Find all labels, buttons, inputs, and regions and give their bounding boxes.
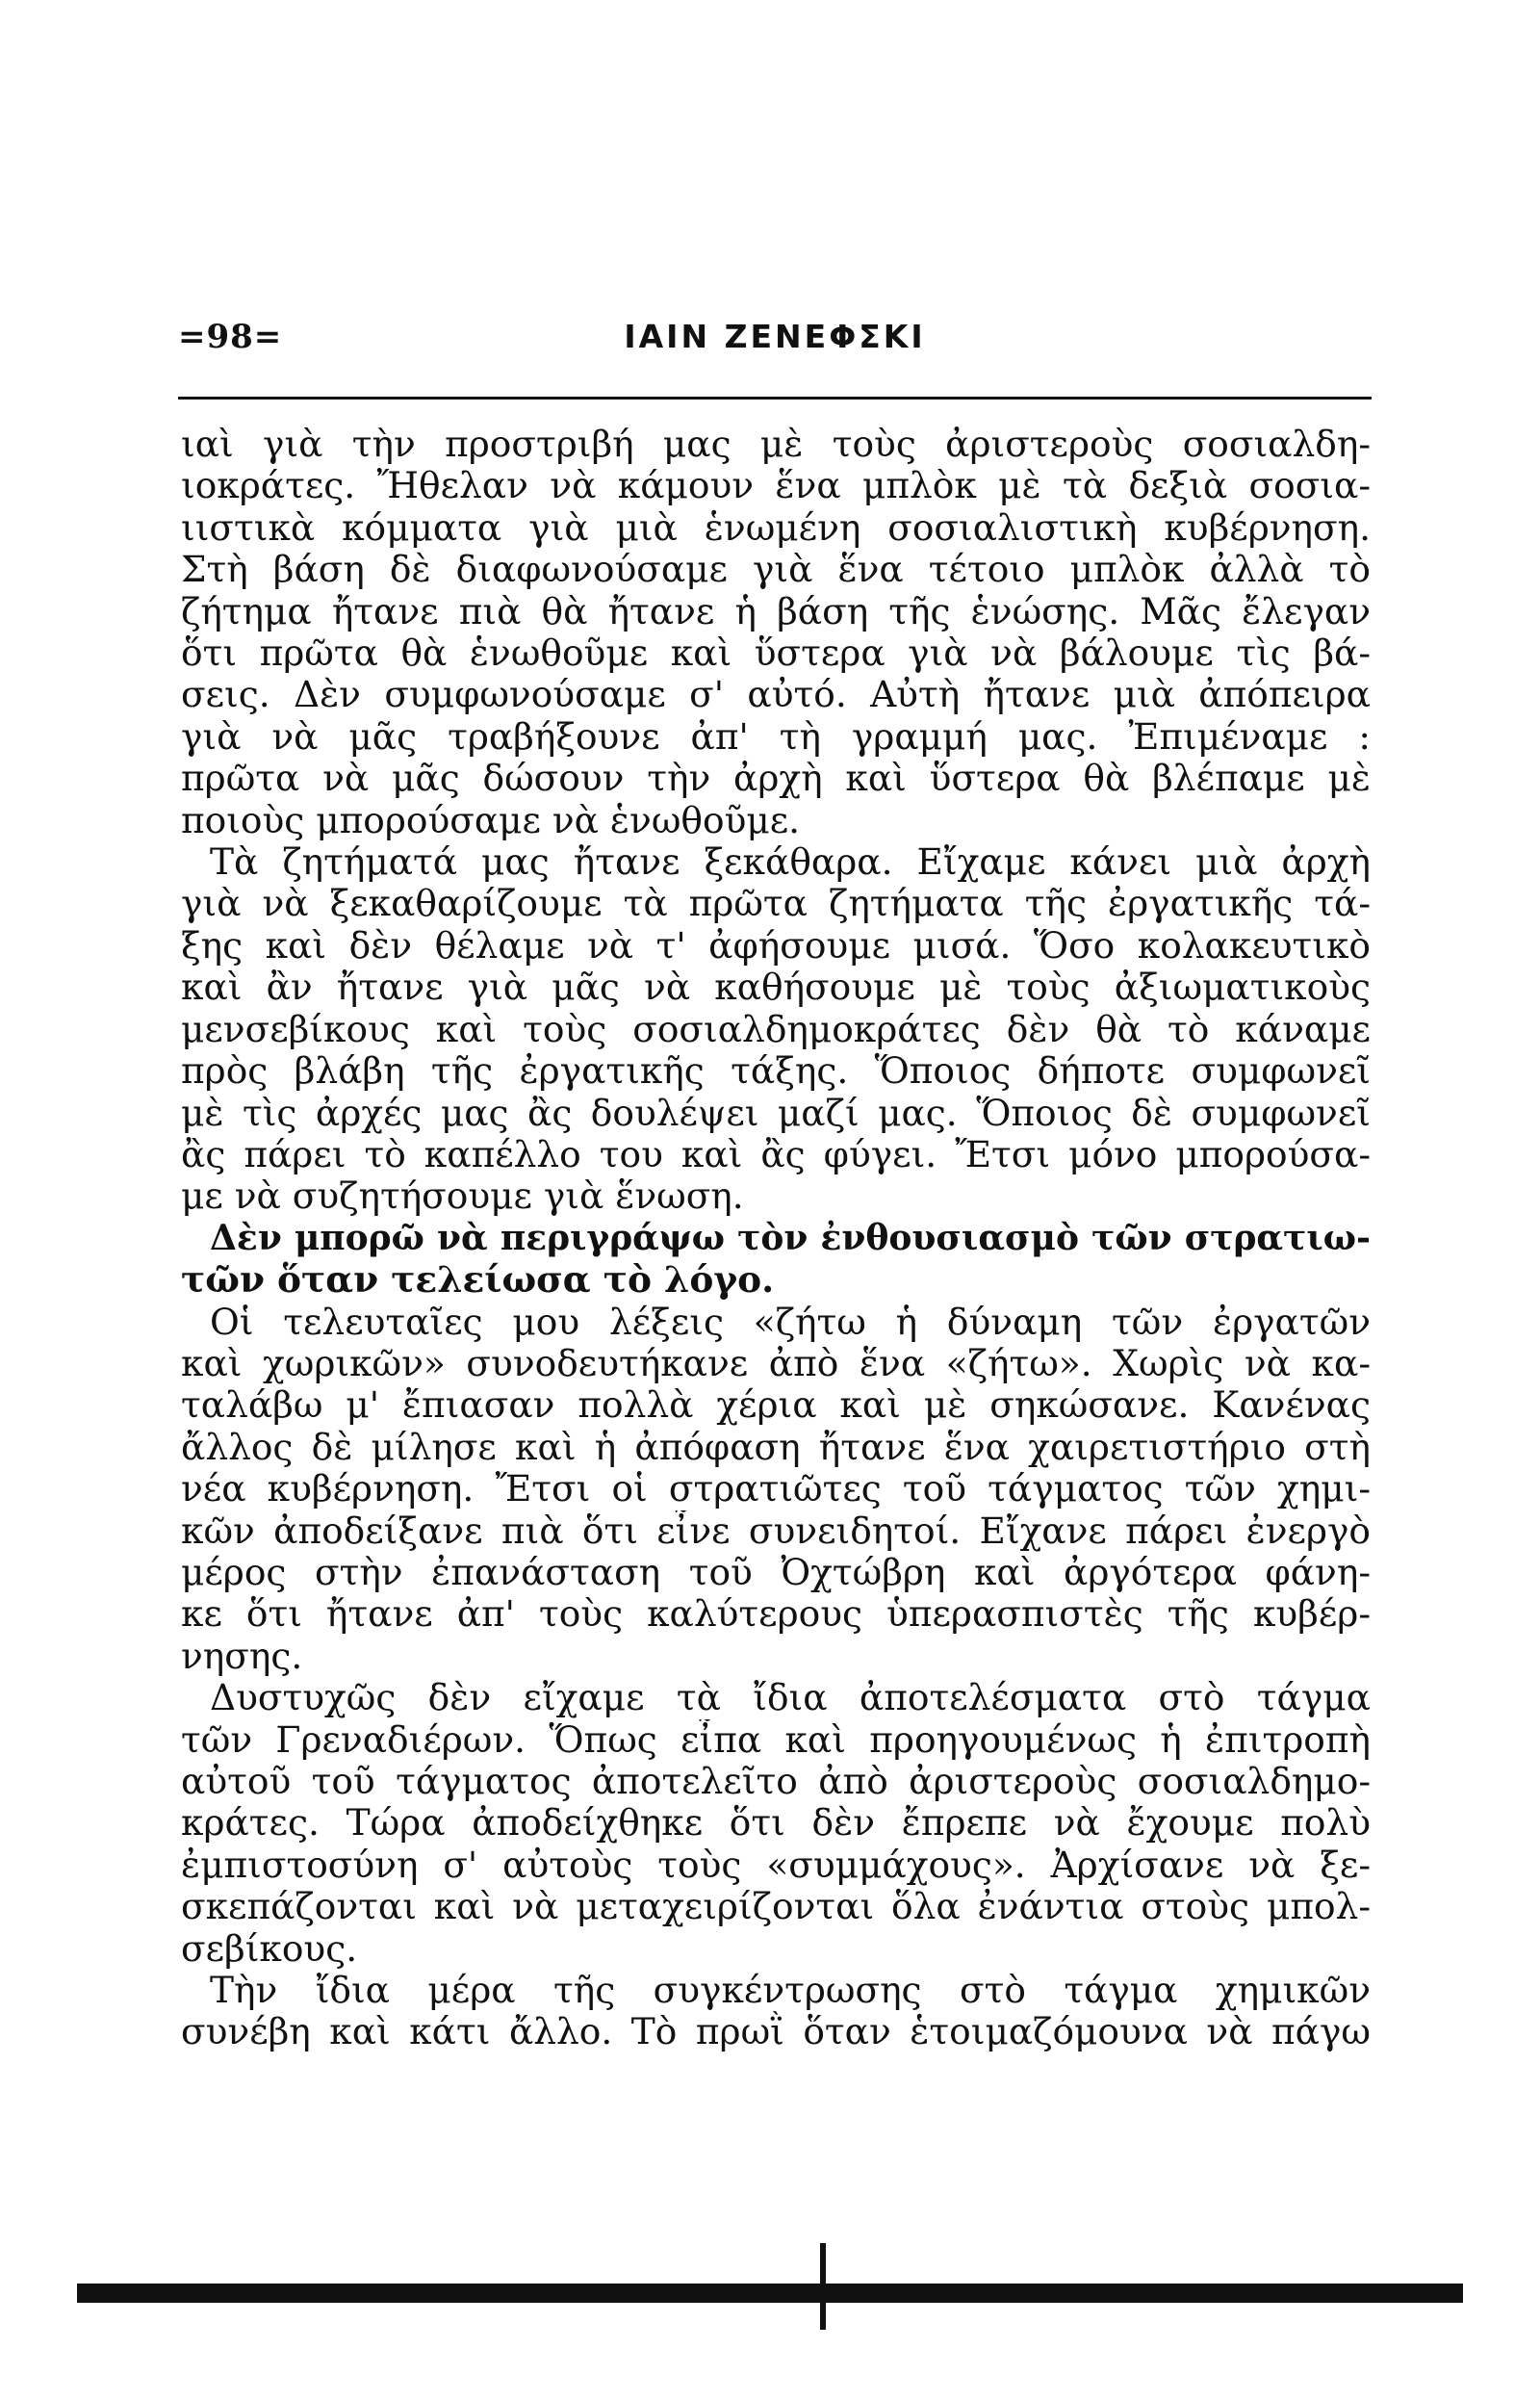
footer-rule — [77, 2284, 1463, 2303]
text-line: κε ὅτι ἤτανε ἀπ' τοὺς καλύτερους ὑπερασπιστὲς τῆς κυβέρ- — [181, 1593, 1371, 1636]
text-line: Τὴν ἴδια μέρα τῆς συγκέντρωσης στὸ τάγμα χημικῶν — [210, 1970, 1371, 2012]
text-line: συνέβη καὶ κάτι ἄλλο. Τὸ πρωῒ ὅταν ἑτοιμαζόμουνα νὰ πάγω — [181, 2011, 1371, 2053]
text-line: ιιστικὰ κόμματα γιὰ μιὰ ἑνωμένη σοσιαλιστικὴ κυβέρνηση. — [181, 506, 1371, 549]
text-line: καὶ χωρικῶν» συνοδευτήκανε ἀπὸ ἕνα «ζήτω». Χωρὶς νὰ κα- — [181, 1342, 1371, 1384]
text-line: τῶν Γρεναδιέρων. Ὅπως εἶπα καὶ προηγουμένως ἡ ἐπιτροπὴ — [181, 1718, 1371, 1761]
text-line: ποιοὺς μπορούσαμε νὰ ἑνωθοῦμε. — [181, 799, 801, 841]
text-line: κράτες. Τώρα ἀποδείχθηκε ὅτι δὲν ἔπρεπε νὰ ἔχουμε πολὺ — [181, 1802, 1371, 1845]
text-line: ιοκράτες. Ἤθελαν νὰ κάμουν ἕνα μπλὸκ μὲ τὰ δεξιὰ σοσια- — [181, 465, 1371, 507]
text-line: Δυστυχῶς δὲν εἴχαμε τὰ ἴδια ἀποτελέσματα στὸ τάγμα — [210, 1677, 1371, 1719]
text-line: Στὴ βάση δὲ διαφωνούσαμε γιὰ ἕνα τέτοιο μπλὸκ ἀλλὰ τὸ — [181, 549, 1371, 591]
paragraph — [181, 1970, 1371, 2053]
text-line: σεις. Δὲν συμφωνούσαμε σ' αὐτό. Αὐτὴ ἤτανε μιὰ ἀπόπειρα — [181, 674, 1371, 716]
text-line: ἄλλος δὲ μίλησε καὶ ἡ ἀπόφαση ἤτανε ἕνα χαιρετιστήριο στὴ — [181, 1426, 1371, 1468]
paragraph — [181, 1302, 1371, 1678]
page-number: =98= — [178, 318, 283, 356]
running-title: ΙΑΙΝ ΖΕΝΕΦΣΚΙ — [624, 318, 926, 355]
text-line: τῶν ὅταν τελείωσα τὸ λόγο. — [181, 1259, 775, 1302]
text-line: ὅτι πρῶτα θὰ ἑνωθοῦμε καὶ ὕστερα γιὰ νὰ βάλουμε τὶς βά- — [181, 632, 1371, 675]
text-line: ἐμπιστοσύνη σ' αὐτοὺς τοὺς «συμμάχους». Ἀρχίσανε νὰ ξε- — [181, 1844, 1371, 1886]
text-line: μενσεβίκους καὶ τοὺς σοσιαλδημοκράτες δὲν θὰ τὸ κάναμε — [181, 1008, 1371, 1050]
text-line: αὐτοῦ τοῦ τάγματος ἀποτελεῖτο ἀπὸ ἀριστεροὺς σοσιαλδημο- — [181, 1761, 1371, 1802]
text-line: Δὲν μπορῶ νὰ περιγράψω τὸν ἐνθουσιασμὸ τῶν στρατιω- — [210, 1217, 1371, 1258]
text-line: Τὰ ζητήματά μας ἤτανε ξεκάθαρα. Εἴχαμε κάνει μιὰ ἀρχὴ — [210, 841, 1371, 884]
text-line: ζήτημα ἤτανε πιὰ θὰ ἤτανε ἡ βάση τῆς ἑνώσης. Μᾶς ἔλεγαν — [181, 590, 1371, 632]
header-rule — [178, 397, 1372, 400]
text-line: ἂς πάρει τὸ καπέλλο του καὶ ἂς φύγει. Ἔτσι μόνο μπορούσα- — [181, 1133, 1371, 1175]
paragraph — [181, 424, 1371, 841]
text-line: μὲ τὶς ἀρχές μας ἂς δουλέψει μαζί μας. Ὅποιος δὲ συμφωνεῖ — [181, 1092, 1371, 1134]
text-line: ιαὶ γιὰ τὴν προστριβή μας μὲ τοὺς ἀριστεροὺς σοσιαλδη- — [181, 424, 1371, 465]
paragraph — [181, 1218, 1371, 1302]
text-line: κῶν ἀποδείξανε πιὰ ὅτι εἶνε συνειδητοί. Εἴχανε πάρει ἐνεργὸ — [181, 1510, 1371, 1552]
text-line: καὶ ἂν ἤτανε γιὰ μᾶς νὰ καθήσουμε μὲ τοὺς ἀξιωματικοὺς — [181, 967, 1371, 1009]
text-line: Οἱ τελευταῖες μου λέξεις «ζήτω ἡ δύναμη τῶν ἐργατῶν — [210, 1301, 1371, 1343]
text-line: νησης. — [181, 1635, 303, 1677]
text-line: με νὰ συζητήσουμε γιὰ ἕνωση. — [181, 1175, 744, 1218]
text-line: μέρος στὴν ἐπανάσταση τοῦ Ὀχτώβρη καὶ ἀργότερα φάνη- — [181, 1551, 1371, 1593]
paragraph — [181, 841, 1371, 1218]
text-line: ξης καὶ δὲν θέλαμε νὰ τ' ἀφήσουμε μισά. Ὅσο κολακευτικὸ — [181, 924, 1371, 967]
text-line: γιὰ νὰ μᾶς τραβήξουνε ἀπ' τὴ γραμμή μας. Ἐπιμέναμε : — [181, 715, 1371, 758]
text-line: γιὰ νὰ ξεκαθαρίζουμε τὰ πρῶτα ζητήματα τῆς ἐργατικῆς τά- — [181, 883, 1371, 925]
paragraph — [181, 1677, 1371, 1970]
body-text — [181, 424, 1371, 2053]
text-line: πρῶτα νὰ μᾶς δώσουν τὴν ἀρχὴ καὶ ὕστερα θὰ βλέπαμε μὲ — [181, 758, 1371, 800]
text-line: σκεπάζονται καὶ νὰ μεταχειρίζονται ὅλα ἐνάντια στοὺς μπολ- — [181, 1886, 1371, 1928]
text-line: σεβίκους. — [181, 1927, 358, 1970]
running-head — [178, 318, 1372, 375]
text-line: ταλάβω μ' ἔπιασαν πολλὰ χέρια καὶ μὲ σηκώσανε. Κανένας — [181, 1384, 1371, 1427]
text-line: πρὸς βλάβη τῆς ἐργατικῆς τάξης. Ὅποιος δήποτε συμφωνεῖ — [181, 1050, 1371, 1093]
text-line: νέα κυβέρνηση. Ἔτσι οἱ στρατιῶτες τοῦ τάγματος τῶν χημι- — [181, 1468, 1371, 1510]
